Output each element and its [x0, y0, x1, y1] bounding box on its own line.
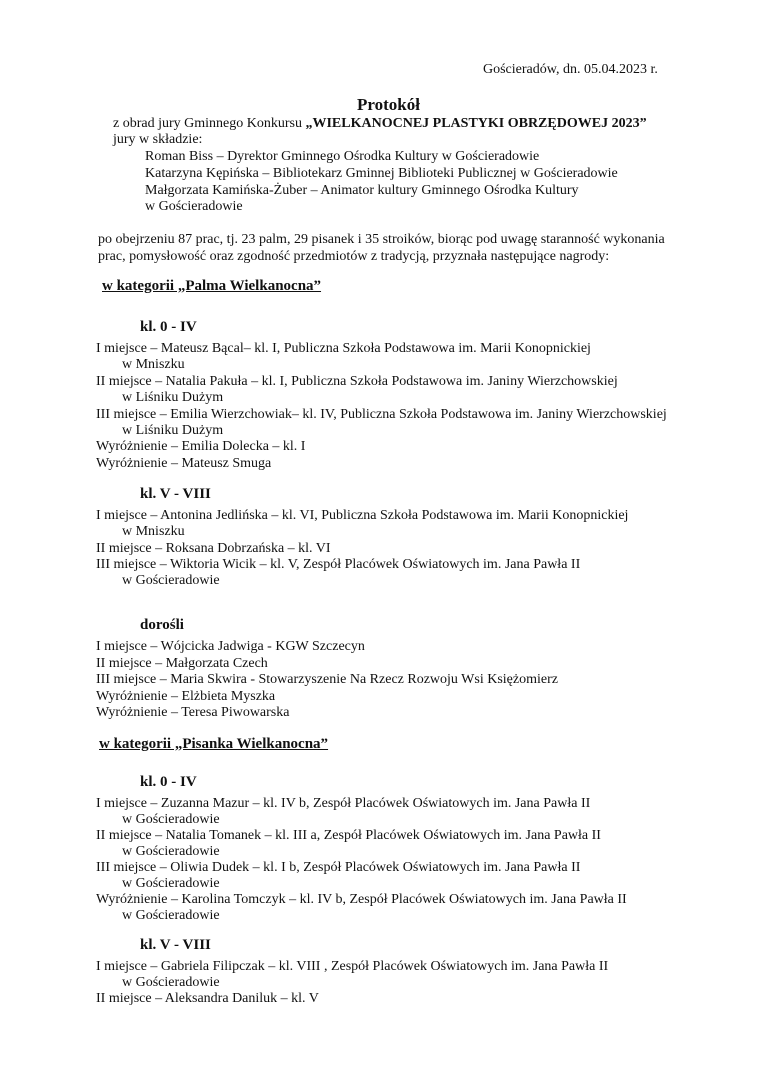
award-line: II miejsce – Małgorzata Czech — [96, 656, 268, 671]
intro-line-1 — [113, 115, 647, 132]
award-line-continued: w Gościeradowie — [122, 908, 220, 923]
award-line-continued: w Mniszku — [122, 524, 185, 539]
award-line: Wyróżnienie – Mateusz Smuga — [96, 456, 272, 471]
award-line-continued: w Gościeradowie — [122, 975, 220, 990]
award-line: I miejsce – Gabriela Filipczak – kl. VIII , Zespół Placówek Oświatowych im. Jana Pawła II — [96, 959, 609, 974]
award-line: III miejsce – Oliwia Dudek – kl. I b, Zespół Placówek Oświatowych im. Jana Pawła II — [96, 860, 581, 875]
class-group-label: kl. V - VIII — [140, 937, 211, 953]
award-line-continued: w Gościeradowie — [122, 812, 220, 827]
award-line: III miejsce – Maria Skwira - Stowarzyszenie Na Rzecz Rozwoju Wsi Księżomierz — [96, 672, 558, 687]
place-date: Gościeradów, dn. 05.04.2023 r. — [483, 62, 658, 77]
award-line-continued: w Liśniku Dużym — [122, 423, 224, 438]
category-heading-palma: w kategorii „Palma Wielkanocna” — [102, 278, 322, 294]
award-line: III miejsce – Wiktoria Wicik – kl. V, Zespół Placówek Oświatowych im. Jana Pawła II — [96, 557, 581, 572]
summary-line: po obejrzeniu 87 prac, tj. 23 palm, 29 pisanek i 35 stroików, biorąc pod uwagę staranność wykonania — [98, 232, 665, 247]
award-line: I miejsce – Antonina Jedlińska – kl. VI, Publiczna Szkoła Podstawowa im. Marii Konopnickiej — [96, 508, 629, 523]
award-line: I miejsce – Zuzanna Mazur – kl. IV b, Zespół Placówek Oświatowych im. Jana Pawła II — [96, 796, 591, 811]
award-line-continued: w Gościeradowie — [122, 876, 220, 891]
award-line: III miejsce – Emilia Wierzchowiak– kl. IV, Publiczna Szkoła Podstawowa im. Janiny Wierzchowskiej — [96, 407, 667, 422]
award-line-continued: w Gościeradowie — [122, 844, 220, 859]
jury-member-continued: w Gościeradowie — [145, 199, 243, 214]
class-group-label: kl. 0 - IV — [140, 319, 197, 335]
award-line: I miejsce – Wójcicka Jadwiga - KGW Szczecyn — [96, 639, 365, 654]
award-line: Wyróżnienie – Karolina Tomczyk – kl. IV b, Zespół Placówek Oświatowych im. Jana Pawła II — [96, 892, 627, 907]
jury-member: Roman Biss – Dyrektor Gminnego Ośrodka Kultury w Gościeradowie — [145, 149, 540, 164]
award-line: Wyróżnienie – Teresa Piwowarska — [96, 705, 290, 720]
award-line-continued: w Gościeradowie — [122, 573, 220, 588]
category-heading-pisanka: w kategorii „Pisanka Wielkanocna” — [99, 736, 329, 752]
intro-line-2: jury w składzie: — [113, 132, 203, 147]
award-line: II miejsce – Natalia Tomanek – kl. III a, Zespół Placówek Oświatowych im. Jana Pawła II — [96, 828, 601, 843]
award-line: II miejsce – Roksana Dobrzańska – kl. VI — [96, 541, 331, 556]
jury-member: Małgorzata Kamińska-Żuber – Animator kultury Gminnego Ośrodka Kultury — [145, 183, 579, 198]
contest-name: „WIELKANOCNEJ PLASTYKI OBRZĘDOWEJ 2023” — [305, 116, 647, 131]
intro-prefix: z obrad jury Gminnego Konkursu — [113, 116, 306, 131]
award-line-continued: w Liśniku Dużym — [122, 390, 224, 405]
award-line: II miejsce – Aleksandra Daniluk – kl. V — [96, 991, 319, 1006]
award-line: II miejsce – Natalia Pakuła – kl. I, Publiczna Szkoła Podstawowa im. Janiny Wierzchowskiej — [96, 374, 618, 389]
award-line: Wyróżnienie – Emilia Dolecka – kl. I — [96, 439, 306, 454]
class-group-label: dorośli — [140, 617, 184, 633]
award-line: Wyróżnienie – Elżbieta Myszka — [96, 689, 276, 704]
document-title: Protokół — [357, 95, 420, 114]
class-group-label: kl. V - VIII — [140, 486, 211, 502]
class-group-label: kl. 0 - IV — [140, 774, 197, 790]
jury-member: Katarzyna Kępińska – Bibliotekarz Gminnej Biblioteki Publicznej w Gościeradowie — [145, 166, 618, 181]
award-line-continued: w Mniszku — [122, 357, 185, 372]
summary-line: prac, pomysłowość oraz zgodność przedmiotów z tradycją, przyznała następujące nagrody: — [98, 249, 610, 264]
award-line: I miejsce – Mateusz Bącal– kl. I, Publiczna Szkoła Podstawowa im. Marii Konopnickiej — [96, 341, 591, 356]
